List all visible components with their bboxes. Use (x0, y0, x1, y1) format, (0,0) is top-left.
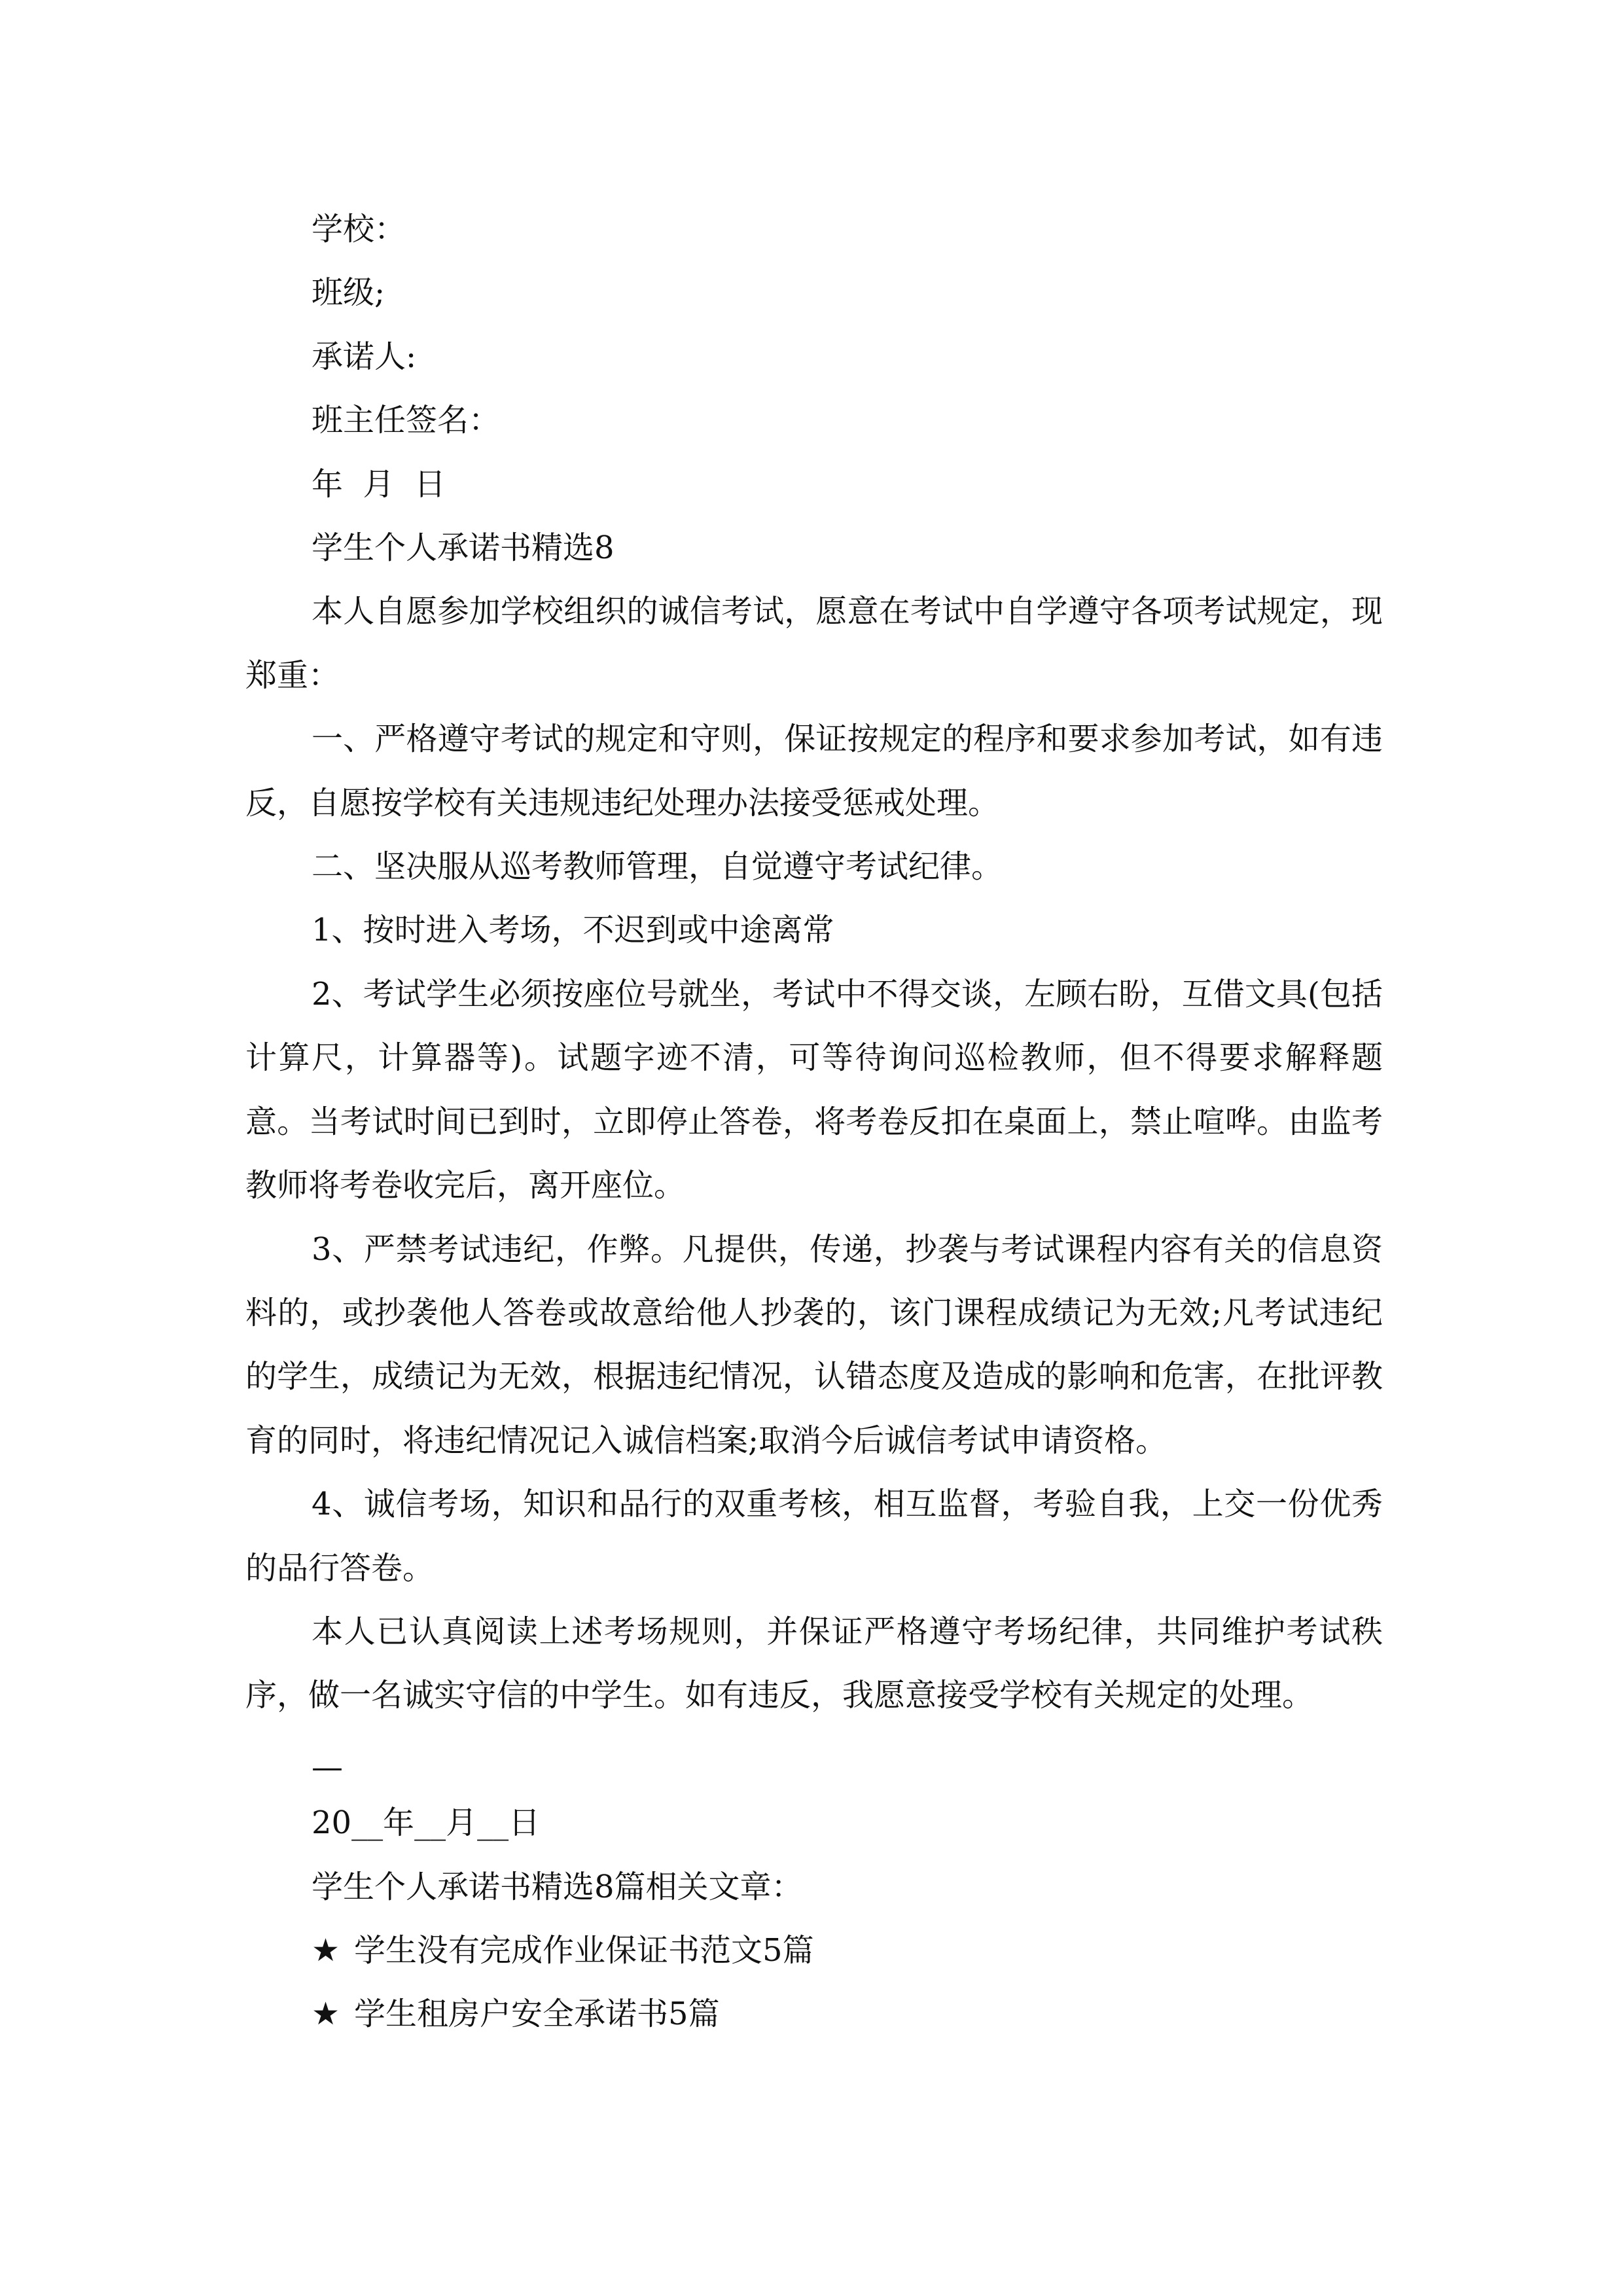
star-icon: ★ (312, 1996, 340, 2033)
related-link-label[interactable]: 学生没有完成作业保证书范文5篇 (354, 1931, 814, 1969)
paragraph: 本人自愿参加学校组织的诚信考试，愿意在考试中自学遵守各项考试规定，现郑重： (245, 593, 1383, 694)
document-body (245, 198, 1383, 2047)
field-promisor: 承诺人: (312, 338, 417, 375)
related-link-label[interactable]: 学生租房户安全承诺书5篇 (354, 1996, 720, 2033)
field-school: 学校： (312, 211, 406, 247)
related-link[interactable] (245, 1919, 1383, 1982)
related-title: 学生个人承诺书精选8篇相关文章： (312, 1868, 803, 1905)
paragraph: 1、按时进入考场，不迟到或中途离常 (312, 912, 834, 949)
paragraph: 2、考试学生必须按座位号就坐，考试中不得交谈，左顾右盼，互借文具(包括计算尺，计算器等)。试题字迹不清，可等待询问巡检教师，但不得要求解释题意。当考试时间已到时，立即停止答卷，将考卷反扣在桌面上，禁止喧哗。由监考教师将考卷收完后，离开座位。 (245, 975, 1383, 1204)
related-link[interactable] (245, 1982, 1383, 2046)
section-title: 学生个人承诺书精选8 (312, 529, 615, 567)
star-icon: ★ (312, 1931, 340, 1969)
paragraph: 4、诚信考场，知识和品行的双重考核，相互监督，考验自我，上交一份优秀的品行答卷。 (245, 1486, 1383, 1587)
field-teacher-signature: 班主任签名： (312, 402, 501, 439)
signature-line (245, 1728, 1383, 1791)
date-line: 20__年__月__日 (312, 1804, 541, 1842)
paragraph: 本人已认真阅读上述考场规则，并保证严格遵守考场纪律，共同维护考试秩序，做一名诚实守信的中学生。如有违反，我愿意接受学校有关规定的处理。 (245, 1613, 1383, 1714)
field-date: 年 月 日 (312, 465, 446, 503)
paragraph: 一、严格遵守考试的规定和守则，保证按规定的程序和要求参加考试，如有违反，自愿按学校有关违规违纪处理办法接受惩戒处理。 (245, 721, 1383, 821)
signature-dash: — (312, 1748, 343, 1785)
paragraph: 3、严禁考试违纪，作弊。凡提供，传递，抄袭与考试课程内容有关的信息资料的，或抄袭他人答卷或故意给他人抄袭的，该门课程成绩记为无效;凡考试违纪的学生，成绩记为无效，根据违纪情况，认错态度及造成的影响和危害，在批评教育的同时，将违纪情况记入诚信档案;取消今后诚信考试申请资格。 (245, 1230, 1383, 1459)
field-class: 班级; (312, 274, 385, 312)
paragraph: 二、坚决服从巡考教师管理，自觉遵守考试纪律。 (312, 848, 1003, 886)
